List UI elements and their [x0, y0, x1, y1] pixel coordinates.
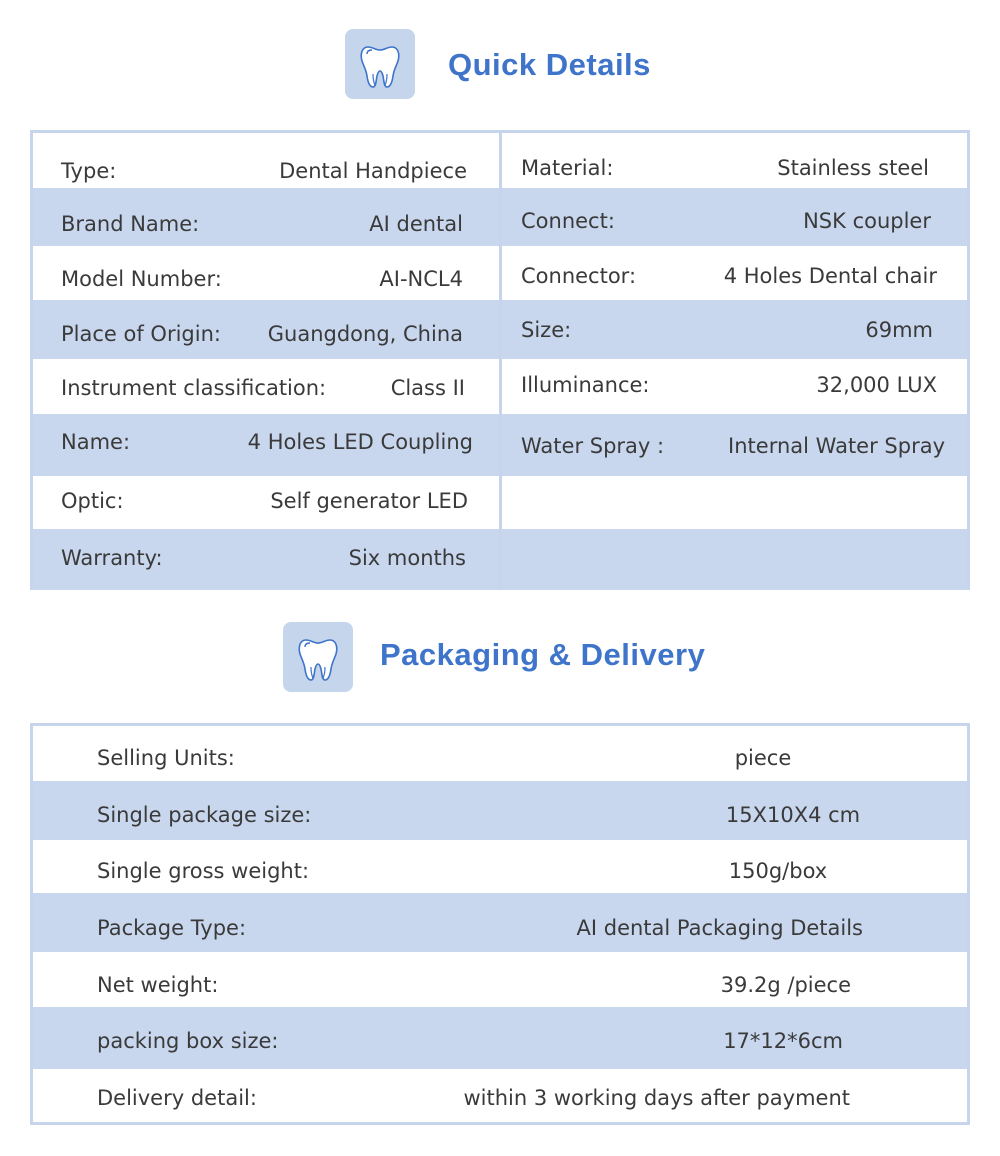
pack-label-box-size: packing box size:	[97, 1029, 279, 1053]
pack-value-package-type: AI dental Packaging Details	[576, 916, 863, 940]
right-value-size: 69mm	[865, 318, 933, 342]
section-title-quick-details: Quick Details	[448, 47, 651, 82]
right-value-water-spray: Internal Water Spray	[728, 434, 945, 458]
left-value-optic: Self generator LED	[270, 489, 468, 513]
left-value-type: Dental Handpiece	[279, 159, 467, 183]
left-value-model: AI-NCL4	[379, 267, 463, 291]
left-label-classification: Instrument classification:	[61, 376, 327, 400]
tooth-icon	[345, 29, 415, 99]
left-value-origin: Guangdong, China	[267, 322, 463, 346]
right-value-illuminance: 32,000 LUX	[816, 373, 937, 397]
right-label-connector: Connector:	[521, 264, 637, 288]
section-title-packaging: Packaging & Delivery	[380, 637, 706, 672]
pack-label-package-size: Single package size:	[97, 803, 312, 827]
right-label-size: Size:	[521, 318, 572, 342]
tooth-icon	[283, 622, 353, 692]
right-label-material: Material:	[521, 156, 614, 180]
pack-value-package-size: 15X10X4 cm	[725, 803, 861, 827]
pack-value-gross-weight: 150g/box	[728, 859, 828, 883]
pack-value-box-size: 17*12*6cm	[723, 1029, 843, 1053]
right-value-material: Stainless steel	[777, 156, 929, 180]
left-label-brand: Brand Name:	[61, 212, 200, 236]
pack-label-delivery: Delivery detail:	[97, 1086, 257, 1110]
pack-value-net-weight: 39.2g /piece	[720, 973, 851, 997]
column-divider	[499, 133, 502, 590]
packaging-table	[30, 723, 970, 1125]
left-label-origin: Place of Origin:	[61, 322, 221, 346]
pack-label-package-type: Package Type:	[97, 916, 247, 940]
right-label-water-spray: Water Spray :	[521, 434, 665, 458]
left-value-warranty: Six months	[348, 546, 466, 570]
left-label-type: Type:	[61, 159, 117, 183]
right-value-connect: NSK coupler	[803, 209, 931, 233]
left-value-brand: AI dental	[369, 212, 463, 236]
pack-label-selling-units: Selling Units:	[97, 746, 235, 770]
right-label-illuminance: Illuminance:	[521, 373, 650, 397]
right-label-connect: Connect:	[521, 209, 615, 233]
left-label-model: Model Number:	[61, 267, 222, 291]
pack-value-selling-units: piece	[734, 746, 792, 770]
left-label-warranty: Warranty:	[61, 546, 163, 570]
right-value-connector: 4 Holes Dental chair	[723, 264, 937, 288]
left-value-name: 4 Holes LED Coupling	[247, 430, 473, 454]
left-value-classification: Class II	[390, 376, 465, 400]
pack-label-net-weight: Net weight:	[97, 973, 219, 997]
left-label-name: Name:	[61, 430, 131, 454]
quick-details-table	[30, 130, 970, 590]
left-label-optic: Optic:	[61, 489, 124, 513]
pack-label-gross-weight: Single gross weight:	[97, 859, 310, 883]
pack-value-delivery: within 3 working days after payment	[463, 1086, 850, 1110]
